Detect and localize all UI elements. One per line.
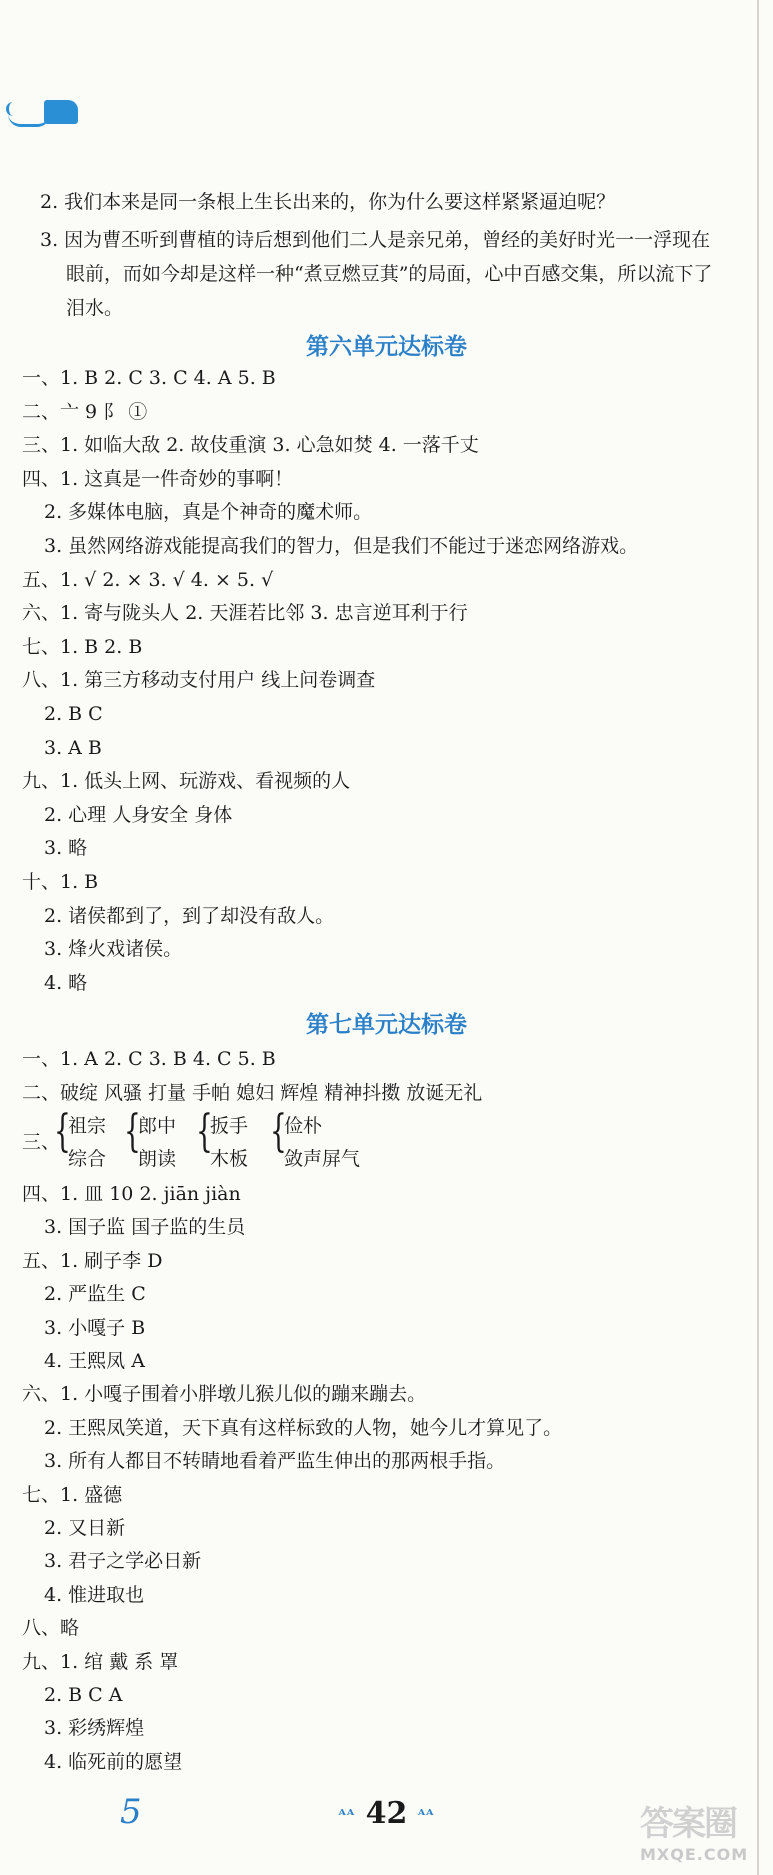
answer-text: 4. 惟进取也 [44,1583,145,1606]
answer-line [44,736,102,760]
answer-line [22,433,479,457]
answer-line [44,1416,562,1440]
unit7-line-2 [22,1081,482,1105]
unit7-san-label: 三、 [22,1131,61,1153]
answer-line [44,1215,245,1239]
answer-line [22,668,375,692]
answer-line [44,836,87,860]
answer-text: 1. √ 2. × 3. √ 4. × 5. √ [60,568,274,591]
answer-text: 1. 绾 戴 系 罩 [60,1650,179,1673]
brace-word: 俭朴 [284,1115,323,1137]
answer-text: 1. 盛德 [60,1483,123,1506]
corner-logo-icon [6,96,74,132]
question-label: 八、 [22,669,61,692]
question-label: 十、 [22,871,61,893]
answer-text: 2. 王熙凤笑道，天下真有这样标致的人物，她今儿才算见了。 [44,1416,563,1439]
question-label: 六、 [22,602,61,625]
question-label: 三、 [22,434,61,457]
answer-text: 3. 国子监 国子监的生员 [44,1216,246,1239]
answer-text: 4. 略 [44,971,88,994]
answer-line [22,568,273,592]
right-margin-rule [757,0,759,1875]
question-label: 九、 [22,1650,61,1673]
answer-text: 1. 这真是一件奇妙的事啊！ [60,467,294,490]
answer-text: 1. 皿 10 2. jiān jiàn [60,1183,241,1205]
answer-text: 3. 小嘎子 B [44,1316,146,1339]
brace-word: 综合 [68,1148,107,1170]
answer-line [44,1683,122,1707]
unit6-title: 第六单元达标卷 [306,334,467,360]
footer-deco-icon: ᴬᴬ [338,1806,356,1824]
answer-line [22,1382,426,1406]
brace-word: 敛声屏气 [284,1148,361,1170]
answer-text: 1. B 2. B [60,635,143,658]
answer-line [22,635,142,659]
question-label: 四、 [22,1183,61,1205]
answer-line [44,1449,505,1473]
question-label: 七、 [22,635,61,658]
answer-text: 1. 小嘎子围着小胖墩儿猴儿似的蹦来蹦去。 [60,1383,427,1406]
answer-text: 1. 刷子李 D [60,1249,163,1272]
answer-line [44,803,232,827]
answer-text: 4. 王熙凤 A [44,1350,145,1372]
question-label: 九、 [22,770,61,793]
answer-text: 1. 寄与陇头人 2. 天涯若比邻 3. 忠言逆耳利于行 [60,602,468,625]
answer-text: 1. 如临大敌 2. 故伎重演 3. 心急如焚 4. 一落千丈 [60,434,479,457]
answer-line [22,870,98,894]
answer-line [22,769,350,793]
brace-word: 祖宗 [68,1115,107,1137]
answer-line [22,1650,178,1674]
answer-line [44,971,87,995]
answer-text: 2. B C [44,703,103,725]
question-label: 五、 [22,568,61,591]
answer-text: 破绽 风骚 打量 手帕 媳妇 辉煌 精神抖擞 放诞无礼 [60,1082,483,1104]
question-label: 六、 [22,1383,61,1406]
answer-line [44,937,182,961]
brace-word: 扳手 [210,1115,249,1137]
intro-line-3a: 3. 因为曹丕听到曹植的诗后想到他们二人是亲兄弟，曾经的美好时光一一浮现在 [40,229,711,251]
question-label: 二、 [22,1082,61,1104]
answer-text: 1. 低头上网、玩游戏、看视频的人 [60,770,351,793]
watermark-url: MXQE.COM [640,1845,749,1864]
answer-text: 3. 彩绣辉煌 [44,1717,145,1740]
answer-line [44,500,372,524]
answer-text: 1. B [60,871,99,893]
question-label: 一、 [22,1048,61,1070]
footer-deco-icon: ᴬᴬ [417,1806,435,1824]
answer-line [44,1516,125,1540]
answer-text: 4. 临死前的愿望 [44,1750,183,1773]
answer-text: 1. A 2. C 3. B 4. C 5. B [60,1048,276,1070]
answer-text: 2. 诸侯都到了，到了却没有敌人。 [44,904,335,927]
answer-text: 3. A B [44,736,102,759]
brace-word: 木板 [210,1148,249,1170]
answer-text: 3. 君子之学必日新 [44,1550,202,1573]
answer-line [44,1583,144,1607]
answer-line [22,366,276,390]
answer-text: 2. 心理 人身安全 身体 [44,803,233,826]
answer-line [44,1282,146,1306]
answer-line [22,601,468,625]
answer-line [44,1316,145,1340]
page-number: 42 [365,1796,408,1831]
answer-text: 1. B 2. C 3. C 4. A 5. B [60,367,276,389]
watermark-logo [640,1796,765,1870]
answer-line [44,904,334,928]
answer-text: 3. 烽火戏诸侯。 [44,938,183,961]
answer-line [22,467,293,491]
answer-text: 2. B C A [44,1684,123,1706]
answer-line [22,1483,122,1507]
question-label: 五、 [22,1249,61,1272]
answer-line [44,1349,145,1373]
answer-line [22,1249,162,1273]
intro-line-3c: 泪水。 [66,297,124,319]
answer-text: 2. 严监生 C [44,1283,146,1306]
brace-word: 郎中 [138,1115,177,1137]
handwritten-signature: 5 [120,1792,142,1832]
unit7-title: 第七单元达标卷 [306,1012,467,1038]
watermark-text: 答案圈 [640,1804,736,1844]
brace-word: 朗读 [138,1148,177,1170]
answer-text: 3. 虽然网络游戏能提高我们的智力，但是我们不能过于迷恋网络游戏。 [44,535,639,557]
question-label: 一、 [22,367,61,389]
answer-text: 3. 所有人都目不转睛地看着严监生伸出的那两根手指。 [44,1450,506,1473]
intro-line-2: 2. 我们本来是同一条根上生长出来的，你为什么要这样紧紧逼迫呢？ [40,191,616,213]
answer-text: 3. 略 [44,837,88,860]
answer-line [22,400,147,424]
answer-text: 2. 又日新 [44,1517,126,1539]
answer-line [44,534,638,558]
answer-text: 2. 多媒体电脑，真是个神奇的魔术师。 [44,501,373,524]
answer-text: 1. 第三方移动支付用户 线上问卷调查 [60,669,376,692]
question-label: 二、 [22,400,61,423]
answer-line [44,702,103,726]
unit7-line-1 [22,1047,276,1071]
question-label: 七、 [22,1483,61,1506]
intro-line-3b: 眼前，而如今却是这样一种“煮豆燃豆萁”的局面，心中百感交集，所以流下了 [66,263,713,285]
answer-line [44,1716,144,1740]
question-label: 八、 [22,1617,61,1640]
answer-text: 略 [60,1617,80,1640]
question-label: 四、 [22,467,61,490]
answer-page: 2. 我们本来是同一条根上生长出来的，你为什么要这样紧紧逼迫呢？ 3. 因为曹丕听到曹植的诗后想到他们二人是亲兄弟，曾经的美好时光一一浮现在 眼前，而如今却是这样一种“煮豆燃豆萁”的局面，心中百感交集，所以流下了 泪水。 第六单元达标卷 一、1. B 2. C 3. C 4. A 5. B 二、亠 9 ⻖ ① 三、1. 如临大敌 2. 故伎重演 3. 心急如焚 4. 一落千丈 四、1. 这真是一件奇妙的事啊！ 2. 多媒体电脑，真是个神奇的魔术师。 3. 虽然网络游戏能提高我们的智力，但是我们不能过于迷恋网络游戏。 五、1. √ 2. × 3. √ 4. × 5. √ 六、1. 寄与陇头人 2. 天涯若比邻 3. 忠言逆耳利于行 七、1. B 2. B 八、1. 第三方移动支付用户 线上问卷调查 2. B C 3. A B 九、1. 低头上网、玩游戏、看视频的人 2. 心理 人身安全 身体 3. 略 十、1. B 2. 诸侯都到了，到了却没有敌人。 3. 烽火戏诸侯。 4. 略 第七单元达标卷 一、1. A 2. C 3. B 4. C 5. B 二、破绽 风骚 打量 手帕 媳妇 辉煌 精神抖擞 放诞无礼 三、 { 祖宗 综合 { 郎中 朗读 { 扳手 木板 { 俭朴 敛声屏气 四、1. 皿 10 2. jiān jiàn 3. 国子监 国子监的生员 五、1. 刷子李 D 2. 严监生 C 3. 小嘎子 B 4. 王熙凤 A 六、1. 小嘎子围着小胖墩儿猴儿似的蹦来蹦去。 2. 王熙凤笑道，天下真有这样标致的人物，她今儿才算见了。 3. 所有人都目不转睛地看着严监生伸出的那两根手指。 七、1. 盛德 2. 又日新 3. 君子之学必日新 4. 惟进取也 八、略 九、1. 绾 戴 系 罩 2. B C A 3. 彩绣辉煌 4. 临死前的愿望 5 ᴬᴬ 42 ᴬᴬ 答案圈 MXQE.COM [0,0,773,1875]
answer-line [44,1549,201,1573]
answer-line [44,1750,182,1774]
answer-line [22,1616,79,1640]
answer-line [22,1182,241,1206]
answer-text: 亠 9 ⻖ ① [60,400,148,423]
